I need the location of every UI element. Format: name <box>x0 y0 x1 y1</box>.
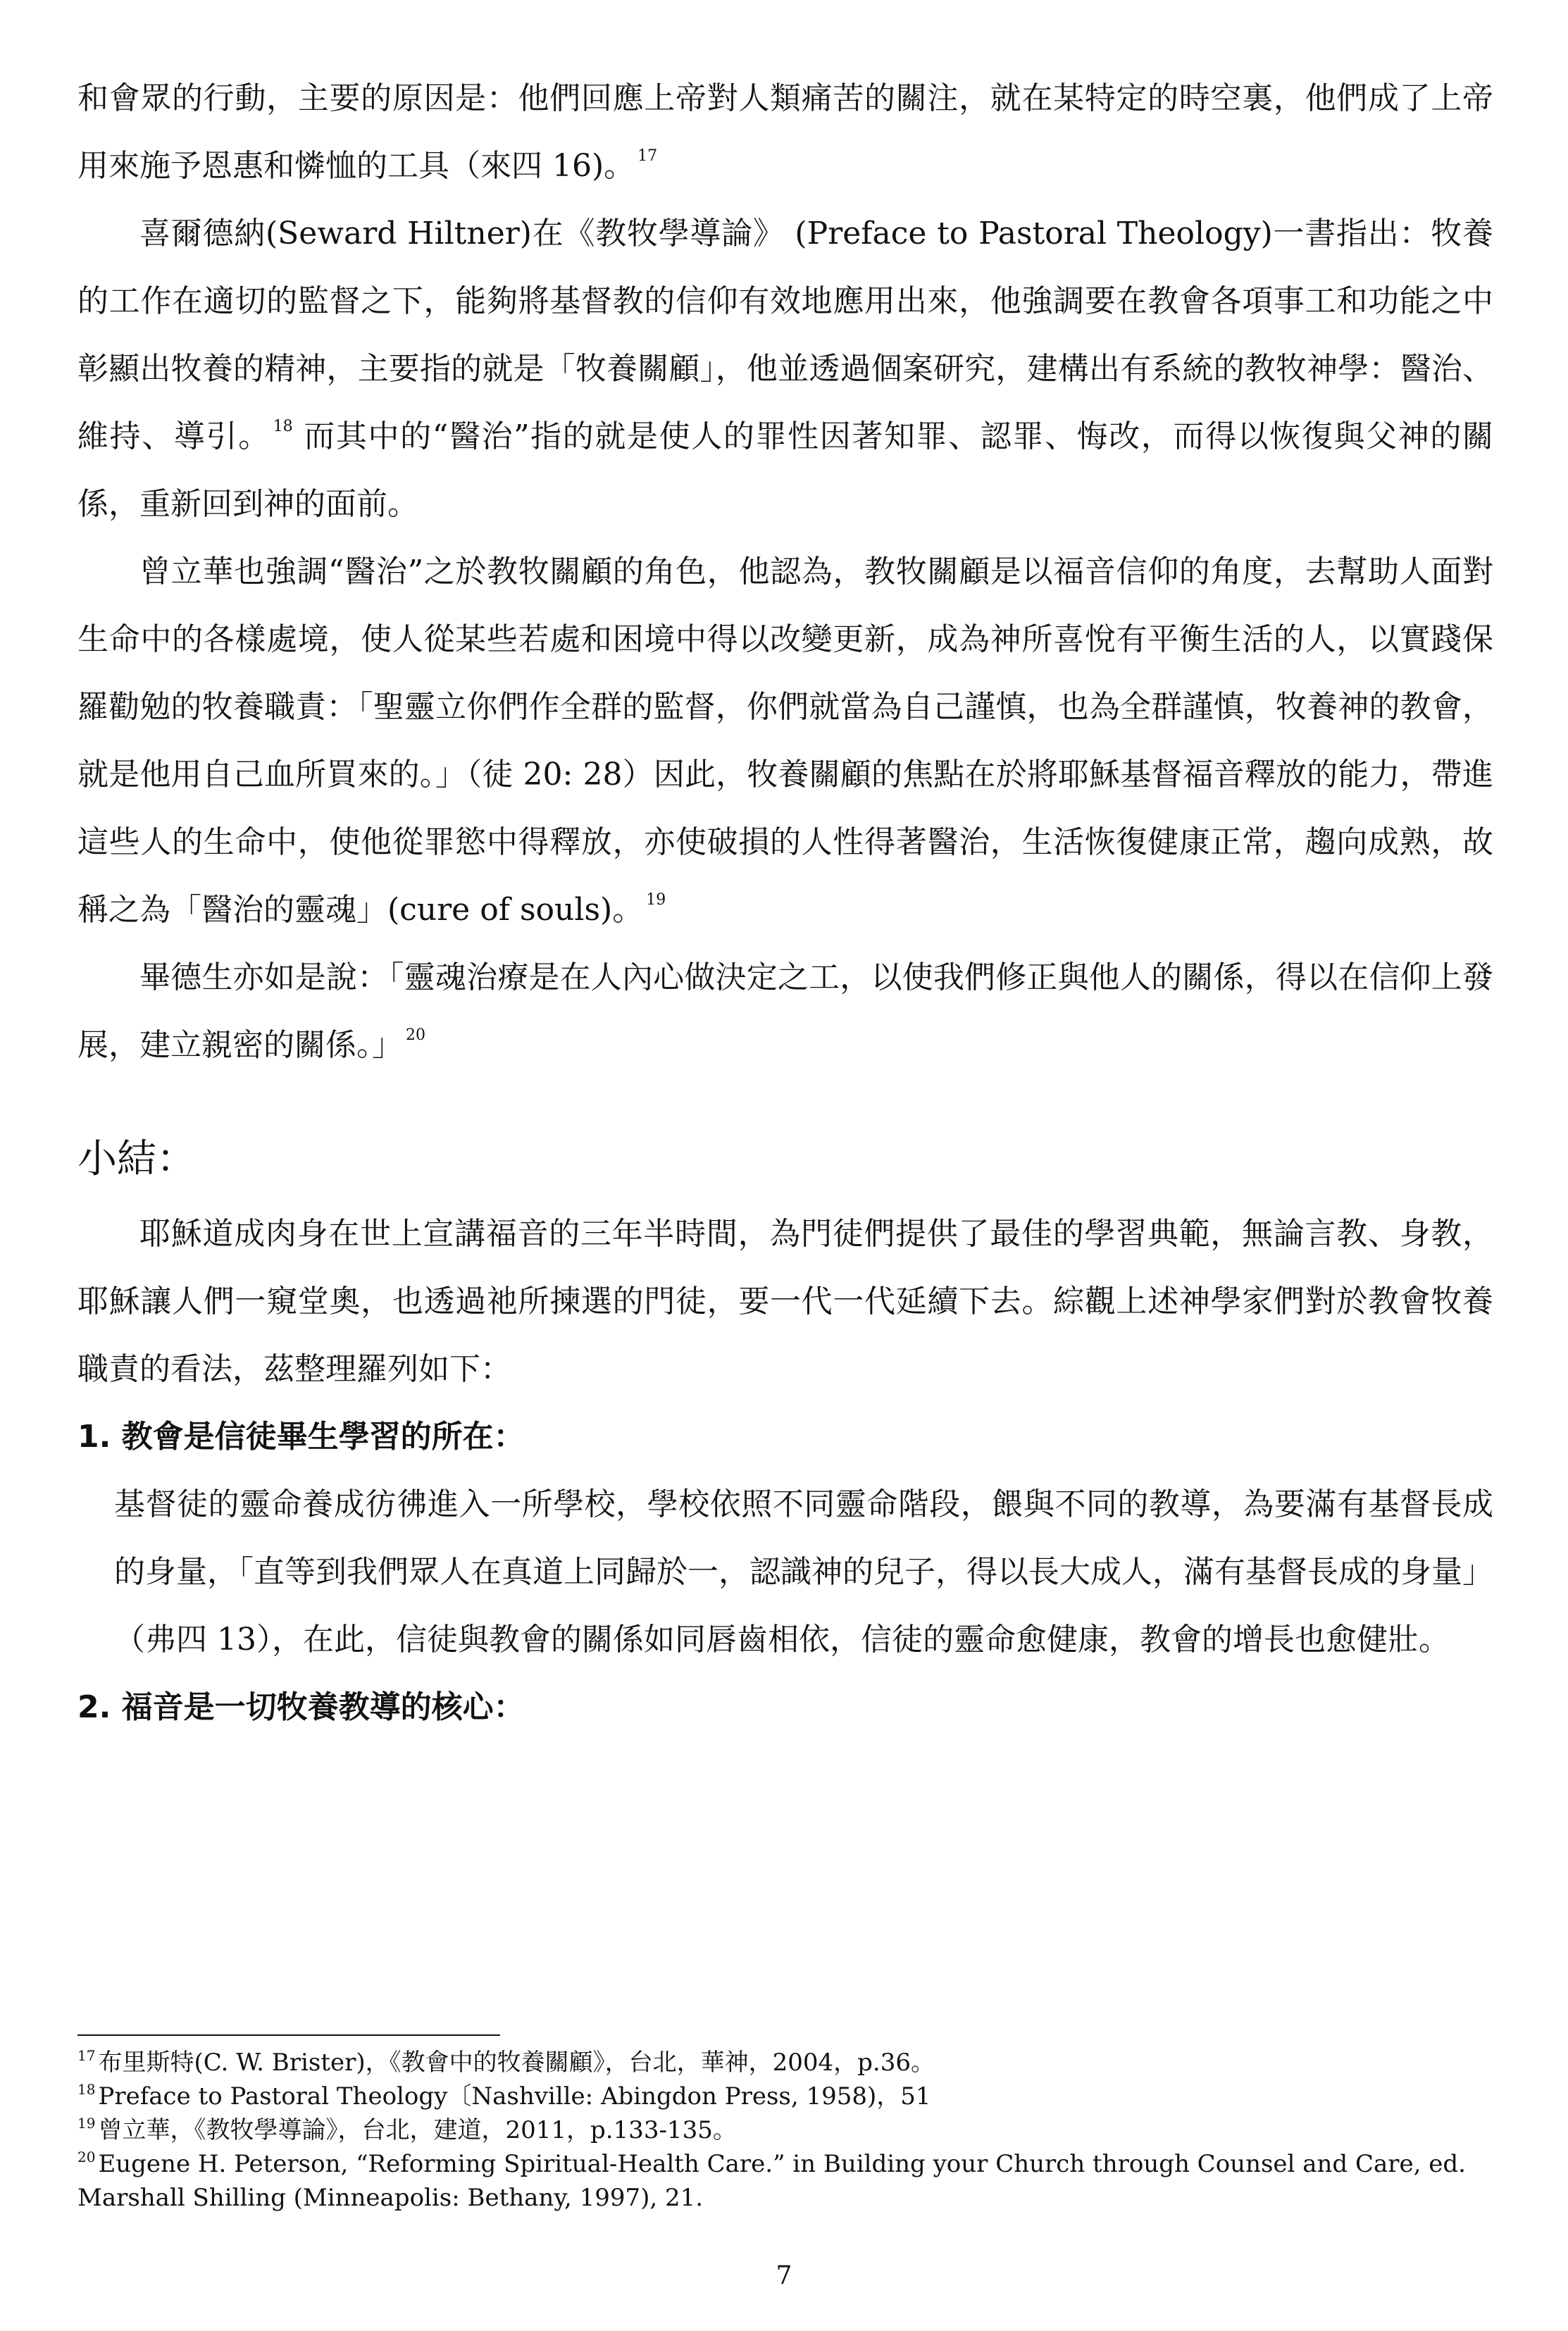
footnote-20 <box>77 2147 1493 2215</box>
footnote-17 <box>77 2046 1493 2080</box>
footnote-18 <box>77 2080 1493 2113</box>
footnote-number: 17 <box>77 2047 96 2064</box>
footnote-ref[interactable]: 20 <box>406 1026 425 1044</box>
summary-paragraph: 耶穌道成肉身在世上宣講福音的三年半時間，為門徒們提供了最佳的學習典範，無論言教、身教，耶穌讓人們一窺堂奧，也透過祂所揀選的門徒，要一代一代延續下去。綜觀上述神學家們對於教會牧養職責的看法，茲整理羅列如下： <box>77 1216 1493 1387</box>
page-number: 7 <box>776 2261 792 2290</box>
paragraph-3 <box>77 538 1493 944</box>
footnote-ref[interactable]: 19 <box>646 891 666 909</box>
footnotes <box>77 2034 1493 2215</box>
section-title: 小結： <box>77 1136 196 1182</box>
footnote-ref[interactable]: 18 <box>273 418 293 435</box>
footnote-divider <box>77 2034 500 2036</box>
paragraph-text: 畢德生亦如是說：「靈魂治療是在人內心做決定之工，以使我們修正與他人的關係，得以在信仰上發展，建立親密的關係。」 <box>77 959 1493 1063</box>
footnote-number: 20 <box>77 2149 96 2165</box>
footnote-text: Preface to Pastoral Theology〔Nashville: Abingdon Press, 1958)，51 <box>98 2082 931 2111</box>
paragraph-2 <box>77 200 1493 538</box>
footnote-text: 布里斯特(C. W. Brister)，《教會中的牧養關顧》，台北，華神，2004，p.36。 <box>98 2049 935 2077</box>
footnote-number: 18 <box>77 2081 96 2098</box>
footnote-text: Eugene H. Peterson, “Reforming Spiritual-Health Care.” in Building your Church through Counsel and Care, ed. Marshall Shilling (Minneapolis: Bethany, 1997), 21. <box>77 2150 1466 2212</box>
paragraph-text-continued: 而其中的“醫治”指的就是使人的罪性因著知罪、認罪、悔改，而得以恢復與父神的關係，重新回到神的面前。 <box>77 418 1493 522</box>
item-heading-1: 1. 教會是信徒畢生學習的所在： <box>77 1419 525 1455</box>
footnote-number: 19 <box>77 2115 96 2132</box>
main-body <box>77 65 1493 1741</box>
footnote-ref[interactable]: 17 <box>637 147 658 165</box>
footnote-19 <box>77 2113 1493 2147</box>
paragraph-4 <box>77 944 1493 1079</box>
paragraph-text: 和會眾的行動，主要的原因是：他們回應上帝對人類痛苦的關注，就在某特定的時空裏，他們成了上帝用來施予恩惠和憐恤的工具（來四 16)。 <box>77 80 1493 184</box>
item-body-1: 基督徒的靈命養成彷彿進入一所學校，學校依照不同靈命階段，餵與不同的教導，為要滿有基督長成的身量，「直等到我們眾人在真道上同歸於一，認識神的兒子，得以長大成人，滿有基督長成的身量」（弗四 13），在此，信徒與教會的關係如同唇齒相依，信徒的靈命愈健康，教會的增長也愈健壯。 <box>114 1486 1493 1658</box>
item-heading-2: 2. 福音是一切牧養教導的核心： <box>77 1689 525 1725</box>
paragraph-text: 喜爾德納(Seward Hiltner)在《教牧學導論》 (Preface to Pastoral Theology)一書指出：牧養的工作在適切的監督之下，能夠將基督教的信仰有效地應用出來，他強調要在教會各項事工和功能之中彰顯出牧養的精神，主要指的就是「牧養關顧」，他並透過個案研究，建構出有系統的教牧神學：醫治、維持、導引。 <box>77 216 1493 454</box>
footnote-text: 曾立華，《教牧學導論》，台北，建道，2011，p.133-135。 <box>98 2116 737 2144</box>
paragraph-text: 曾立華也強調“醫治”之於教牧關顧的角色，他認為，教牧關顧是以福音信仰的角度，去幫助人面對生命中的各樣處境，使人從某些若處和困境中得以改變更新，成為神所喜悅有平衡生活的人，以實踐保羅勸勉的牧養職責：「聖靈立你們作全群的監督，你們就當為自己謹慎，也為全群謹慎，牧養神的教會，就是他用自己血所買來的。」（徒 20: 28）因此，牧養關顧的焦點在於將耶穌基督福音釋放的能力，帶進這些人的生命中，使他從罪慾中得釋放，亦使破損的人性得著醫治，生活恢復健康正常，趨向成熟，故稱之為「醫治的靈魂」(cure of souls)。 <box>77 554 1494 928</box>
paragraph-1 <box>77 65 1493 200</box>
